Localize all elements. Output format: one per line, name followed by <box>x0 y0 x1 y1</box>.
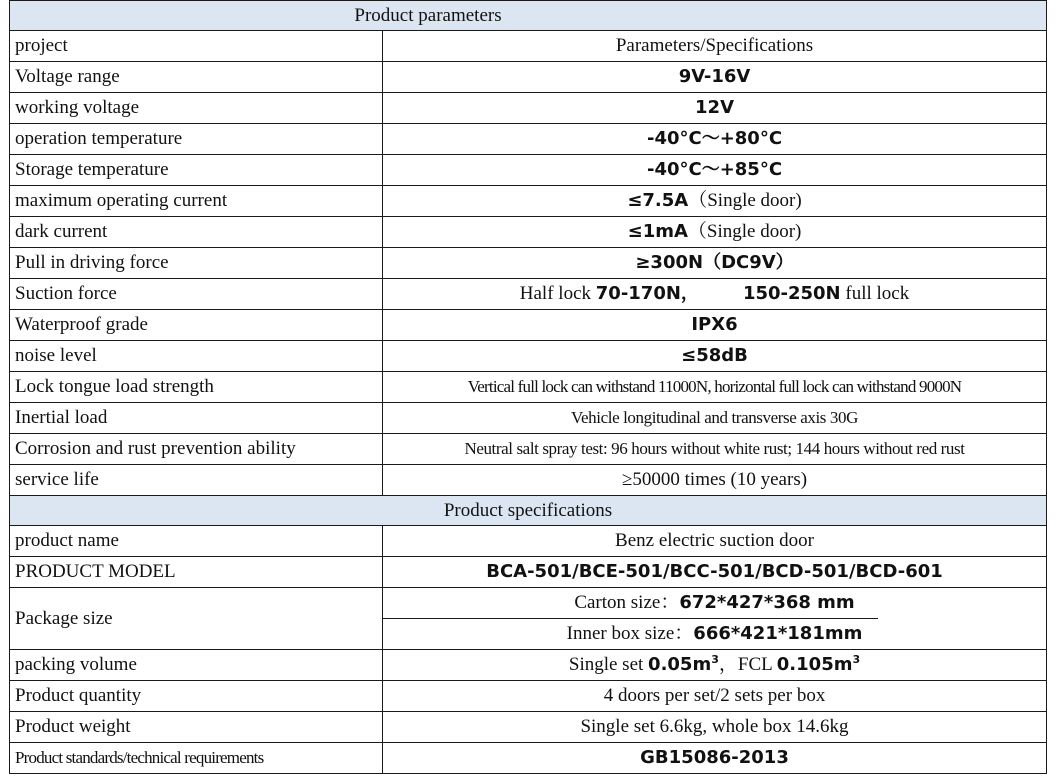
row-label: Suction force <box>10 279 383 310</box>
params-header: Product parameters <box>10 1 1047 31</box>
row-value: ≤58dB <box>383 341 1047 372</box>
specs-header: Product specifications <box>10 496 1047 526</box>
row-value: 4 doors per set/2 sets per box <box>383 681 1047 712</box>
inner-value: 666*421*181mm <box>693 623 863 644</box>
table-row <box>10 124 1047 155</box>
row-label: service life <box>10 465 383 496</box>
row-label: packing volume <box>10 650 383 681</box>
row-label: Product weight <box>10 712 383 743</box>
carton-label: Carton size： <box>574 592 680 613</box>
row-label: product name <box>10 526 383 557</box>
row-value <box>383 186 1047 217</box>
row-label: Waterproof grade <box>10 310 383 341</box>
fcl-prefix: ，FCL <box>718 654 773 675</box>
row-value: ≥50000 times (10 years) <box>383 465 1047 496</box>
row-label: Package size <box>10 588 383 650</box>
row-value: 12V <box>383 93 1047 124</box>
row-value: Single set 6.6kg, whole box 14.6kg <box>383 712 1047 743</box>
specs-header-row <box>10 496 1047 526</box>
table-row <box>10 403 1047 434</box>
table-row <box>10 681 1047 712</box>
row-label: noise level <box>10 341 383 372</box>
table-row <box>10 650 1047 681</box>
row-label: operation temperature <box>10 124 383 155</box>
table-row <box>10 341 1047 372</box>
row-value: ≥300N（DC9V） <box>383 248 1047 279</box>
inner-box-line <box>383 619 1046 649</box>
row-value: 9V-16V <box>383 62 1047 93</box>
row-label: Product quantity <box>10 681 383 712</box>
row-value: IPX6 <box>383 310 1047 341</box>
table-row <box>10 712 1047 743</box>
row-label: Pull in driving force <box>10 248 383 279</box>
inner-label: Inner box size： <box>566 623 694 644</box>
full-lock-suffix: full lock <box>845 283 910 304</box>
table-row <box>10 248 1047 279</box>
row-label: Corrosion and rust prevention ability <box>10 434 383 465</box>
params-header-row <box>10 1 1047 31</box>
product-parameters-table <box>9 0 1047 774</box>
row-label: Inertial load <box>10 403 383 434</box>
row-value: Vehicle longitudinal and transverse axis 30G <box>383 403 1047 434</box>
row-value: Vertical full lock can withstand 11000N, horizontal full lock can withstand 9000N <box>383 372 1047 403</box>
row-label: Lock tongue load strength <box>10 372 383 403</box>
row-value: Neutral salt spray test: 96 hours without white rust; 144 hours without red rust <box>383 434 1047 465</box>
row-value: BCA-501/BCE-501/BCC-501/BCD-501/BCD-601 <box>383 557 1047 588</box>
table-row <box>10 155 1047 186</box>
table-row <box>10 557 1047 588</box>
product-table-sheet <box>9 0 1046 774</box>
table-row <box>10 743 1047 774</box>
half-lock-value: 70-170N， <box>595 283 699 304</box>
set-volume: $0.05m^3$ <box>648 653 719 675</box>
row-value <box>383 279 1047 310</box>
value-note: （Single door) <box>687 221 802 242</box>
row-label: maximum operating current <box>10 186 383 217</box>
row-label: PRODUCT MODEL <box>10 557 383 588</box>
full-lock-value: 150-250N <box>742 283 841 304</box>
row-label: Storage temperature <box>10 155 383 186</box>
col-project-label: project <box>10 31 383 62</box>
table-row <box>10 186 1047 217</box>
table-row <box>10 465 1047 496</box>
row-value <box>383 650 1047 681</box>
package-size-cell <box>383 588 1047 650</box>
carton-size-line <box>383 588 1046 618</box>
table-row <box>10 434 1047 465</box>
row-value: GB15086-2013 <box>383 743 1047 774</box>
carton-value: 672*427*368 mm <box>679 592 855 613</box>
value-strong: ≤7.5A <box>627 190 689 211</box>
value-note: （Single door) <box>688 190 802 211</box>
table-row <box>10 310 1047 341</box>
table-row <box>10 588 1047 650</box>
row-value: Benz electric suction door <box>383 526 1047 557</box>
table-row <box>10 93 1047 124</box>
table-row <box>10 217 1047 248</box>
row-label: dark current <box>10 217 383 248</box>
half-lock-prefix: Half lock <box>519 283 592 304</box>
fcl-volume: $0.105m^3$ <box>776 653 861 675</box>
value-strong: ≤1mA <box>627 221 688 242</box>
row-value: -40°C～+85°C <box>383 155 1047 186</box>
row-label: Voltage range <box>10 62 383 93</box>
table-row <box>10 31 1047 62</box>
table-row <box>10 526 1047 557</box>
row-label: working voltage <box>10 93 383 124</box>
table-row <box>10 372 1047 403</box>
row-value: -40°C～+80°C <box>383 124 1047 155</box>
table-row <box>10 62 1047 93</box>
row-value <box>383 217 1047 248</box>
set-prefix: Single set <box>568 654 644 675</box>
col-spec-label: Parameters/Specifications <box>383 31 1047 62</box>
table-row <box>10 279 1047 310</box>
row-label: Product standards/technical requirements <box>10 743 383 774</box>
